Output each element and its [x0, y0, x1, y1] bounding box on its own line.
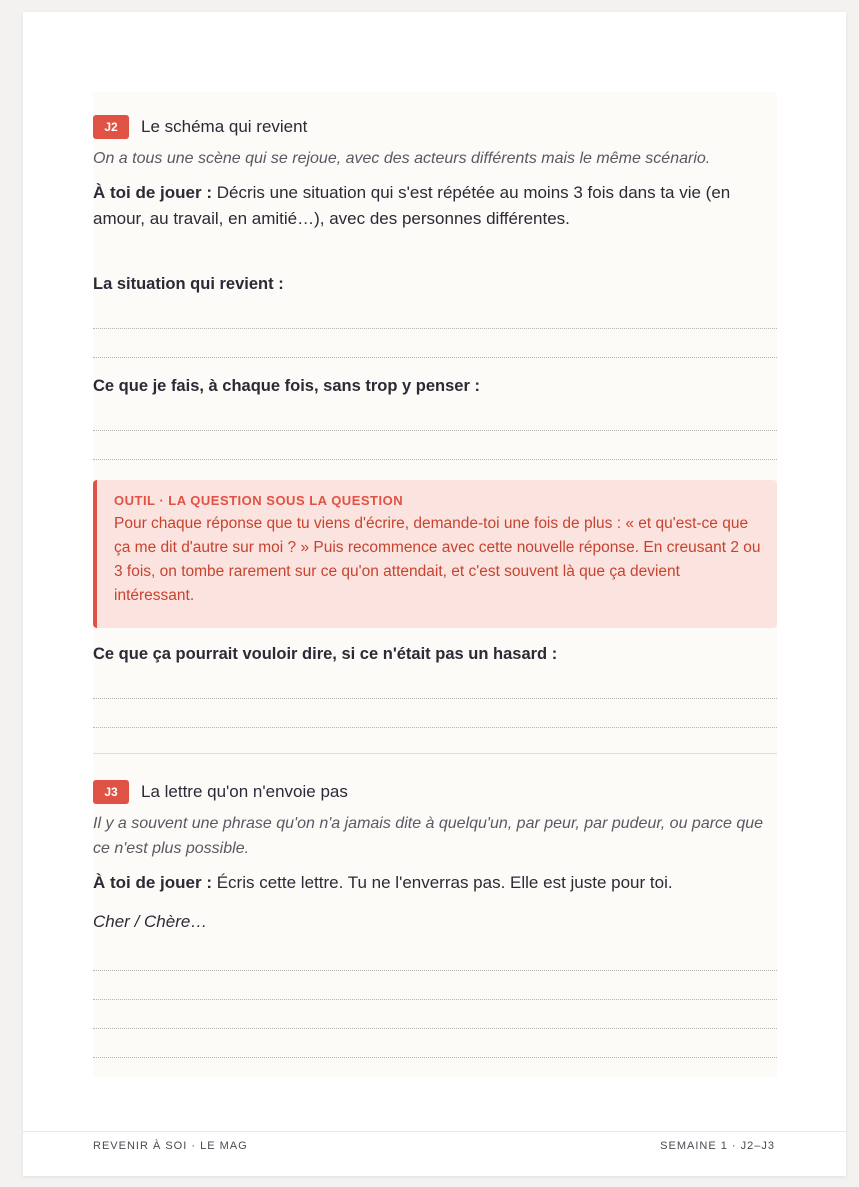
- tool-callout-text: Pour chaque réponse que tu viens d'écrire, demande-toi une fois de plus : « et qu'est-ce que ça me dit d'autre sur moi ? » Puis recommence avec cette nouvelle réponse. En creusant 2 ou 3 fois, on tombe rarement sur ce qu'on attendait, et c'est souvent là que ça devient intéressant.: [114, 515, 761, 604]
- tool-callout: [93, 480, 777, 628]
- day-3-task-label: À toi de jouer :: [93, 873, 212, 892]
- day-2-prompt-1-block: [93, 275, 777, 358]
- day-2-header: [93, 114, 777, 140]
- day-3-section: [93, 779, 777, 896]
- day-2-prompt-habit: Ce que je fais, à chaque fois, sans trop y penser :: [93, 377, 480, 395]
- writing-line[interactable]: [93, 1029, 777, 1058]
- day-2-section: [93, 114, 777, 232]
- day-3-task-text: Écris cette lettre. Tu ne l'enverras pas. Elle est juste pour toi.: [212, 873, 673, 892]
- writing-line[interactable]: [93, 699, 777, 728]
- day-2-badge: J2: [93, 115, 129, 139]
- writing-line[interactable]: [93, 1000, 777, 1029]
- day-2-prompt-3-block: [93, 645, 777, 728]
- footer-rule: [23, 1131, 846, 1132]
- writing-line[interactable]: [93, 431, 777, 460]
- writing-line[interactable]: [93, 971, 777, 1000]
- writing-lines-letter[interactable]: [93, 942, 777, 1058]
- day-2-task-text: Décris une situation qui s'est répétée au moins 3 fois dans ta vie (en amour, au travail, en amitié…), avec des personnes différentes.: [93, 183, 731, 228]
- writing-line[interactable]: [93, 670, 777, 699]
- writing-line[interactable]: [93, 329, 777, 358]
- day-3-intro: Il y a souvent une phrase qu'on n'a jamais dite à quelqu'un, par peur, par pudeur, ou parce que ce n'est plus possible.: [93, 815, 764, 857]
- letter-salutation: Cher / Chère…: [93, 912, 208, 931]
- footer-week: SEMAINE 1 · J2–J3: [660, 1140, 775, 1152]
- writing-line[interactable]: [93, 402, 777, 431]
- day-3-task: [93, 870, 777, 896]
- footer-publication: REVENIR À SOI · LE MAG: [93, 1140, 248, 1152]
- day-2-task: [93, 180, 777, 232]
- writing-line[interactable]: [93, 942, 777, 971]
- writing-lines-meaning[interactable]: [93, 670, 777, 728]
- writing-lines-habit[interactable]: [93, 402, 777, 460]
- section-divider: [93, 753, 777, 754]
- day-2-prompt-situation: La situation qui revient :: [93, 275, 284, 293]
- day-2-intro: On a tous une scène qui se rejoue, avec des acteurs différents mais le même scénario.: [93, 150, 711, 167]
- day-2-task-label: À toi de jouer :: [93, 183, 212, 202]
- day-3-badge: J3: [93, 780, 129, 804]
- magazine-page: [23, 12, 846, 1176]
- day-2-title: Le schéma qui revient: [141, 117, 308, 136]
- letter-block: [93, 912, 777, 1058]
- day-2-prompt-2-block: [93, 377, 777, 460]
- day-3-title: La lettre qu'on n'envoie pas: [141, 782, 348, 801]
- writing-line[interactable]: [93, 300, 777, 329]
- tool-callout-title: OUTIL · LA QUESTION SOUS LA QUESTION: [114, 493, 404, 508]
- writing-lines-situation[interactable]: [93, 300, 777, 358]
- day-2-prompt-meaning: Ce que ça pourrait vouloir dire, si ce n'était pas un hasard :: [93, 645, 558, 663]
- day-3-header: [93, 779, 777, 805]
